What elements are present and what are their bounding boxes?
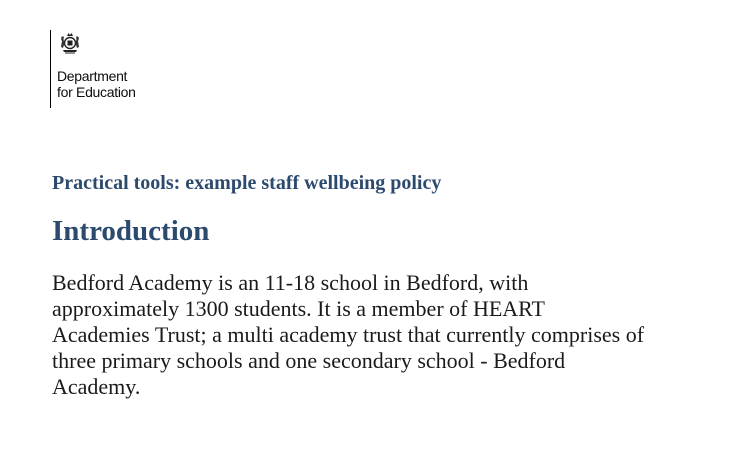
- document-subtitle: Practical tools: example staff wellbeing policy: [52, 172, 442, 194]
- department-name-line2: for Education: [57, 84, 136, 100]
- section-heading: Introduction: [52, 215, 210, 247]
- body-paragraph: [52, 270, 732, 400]
- department-name-line1: Department: [57, 68, 128, 84]
- body-line: three primary schools and one secondary school - Bedford: [52, 348, 566, 373]
- body-line: Academy.: [52, 374, 141, 399]
- department-logo: [50, 30, 136, 108]
- body-line: approximately 1300 students. It is a member of HEART: [52, 296, 545, 321]
- royal-crest-icon: [59, 30, 81, 56]
- body-line: Bedford Academy is an 11-18 school in Bedford, with: [52, 270, 529, 295]
- body-line: Academies Trust; a multi academy trust that currently comprises of: [52, 322, 645, 347]
- department-name: [57, 68, 167, 100]
